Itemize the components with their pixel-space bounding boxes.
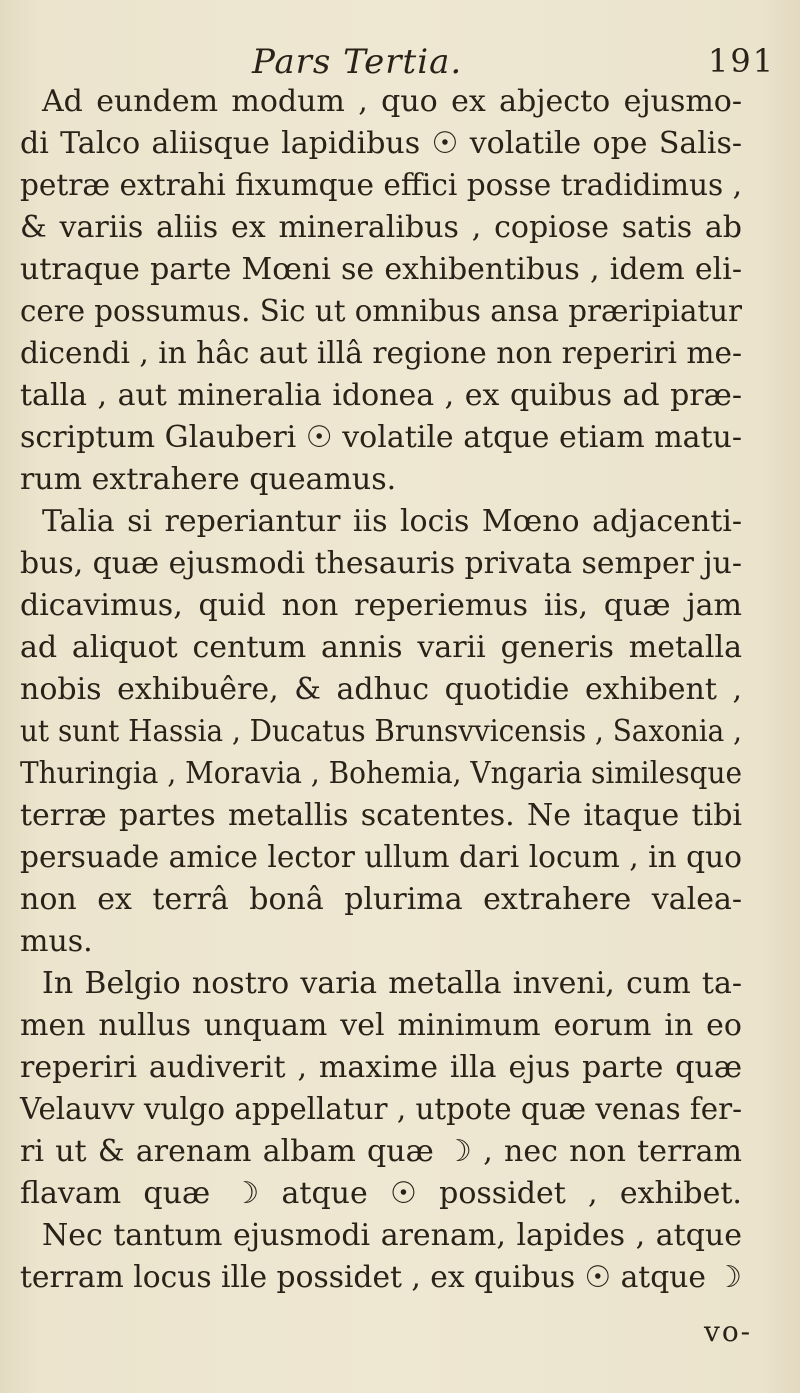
- catchword: vo-: [704, 1315, 753, 1348]
- text-line: Talia si reperiantur iis locis Mœno adjacenti-: [42, 504, 743, 539]
- text-line: In Belgio nostro varia metalla inveni, cum ta-: [42, 966, 742, 1001]
- text-line: reperiri audiverit , maxime illa ejus parte quæ: [20, 1050, 743, 1085]
- text-line: nobis exhibuêre, & adhuc quotidie exhibent ,: [20, 672, 743, 707]
- text-line: bus, quæ ejusmodi thesauris privata semper ju-: [20, 546, 743, 581]
- text-line: talla , aut mineralia idonea , ex quibus ad præ-: [20, 378, 743, 413]
- text-line: non ex terrâ bonâ plurima extrahere valea-: [20, 882, 742, 917]
- text-line: di Talco aliisque lapidibus ☉ volatile ope Salis-: [20, 126, 743, 161]
- text-line: utraque parte Mœni se exhibentibus , idem eli-: [20, 252, 742, 287]
- running-head: [0, 38, 800, 88]
- text-line: Thuringia , Moravia , Bohemia, Vngaria similesque: [20, 756, 742, 791]
- text-line: dicendi , in hâc aut illâ regione non reperiri me-: [20, 336, 742, 371]
- text-line: mus.: [20, 924, 93, 959]
- text-line: terram locus ille possidet , ex quibus ☉ atque ☽: [20, 1260, 743, 1295]
- text-line: Velauvv vulgo appellatur , utpote quæ venas fer-: [20, 1092, 743, 1127]
- text-line: & variis aliis ex mineralibus , copiose satis ab: [20, 210, 743, 245]
- text-line: scriptum Glauberi ☉ volatile atque etiam matu-: [20, 420, 743, 455]
- text-line: ri ut & arenam albam quæ ☽ , nec non terram: [20, 1134, 742, 1169]
- text-line: rum extrahere queamus.: [20, 462, 397, 497]
- text-line: persuade amice lector ullum dari locum , in quo: [20, 840, 742, 875]
- text-line: men nullus unquam vel minimum eorum in eo: [20, 1008, 742, 1043]
- text-line: Ad eundem modum , quo ex abjecto ejusmo-: [42, 84, 742, 119]
- text-line: dicavimus, quid non reperiemus iis, quæ jam: [20, 588, 742, 623]
- text-line: terræ partes metallis scatentes. Ne itaque tibi: [20, 798, 743, 833]
- text-line: ut sunt Hassia , Ducatus Brunsvvicensis , Saxonia ,: [20, 714, 742, 749]
- text-line: cere possumus. Sic ut omnibus ansa præripiatur: [20, 294, 742, 329]
- text-line: ad aliquot centum annis varii generis metalla: [20, 630, 742, 665]
- text-line: Nec tantum ejusmodi arenam, lapides , atque: [42, 1218, 742, 1253]
- text-line: flavam quæ ☽ atque ☉ possidet , exhibet.: [20, 1176, 742, 1211]
- text-line: petræ extrahi fixumque effici posse tradidimus ,: [20, 168, 743, 203]
- page-number: 191: [708, 42, 776, 80]
- running-title: Pars Tertia.: [252, 42, 463, 82]
